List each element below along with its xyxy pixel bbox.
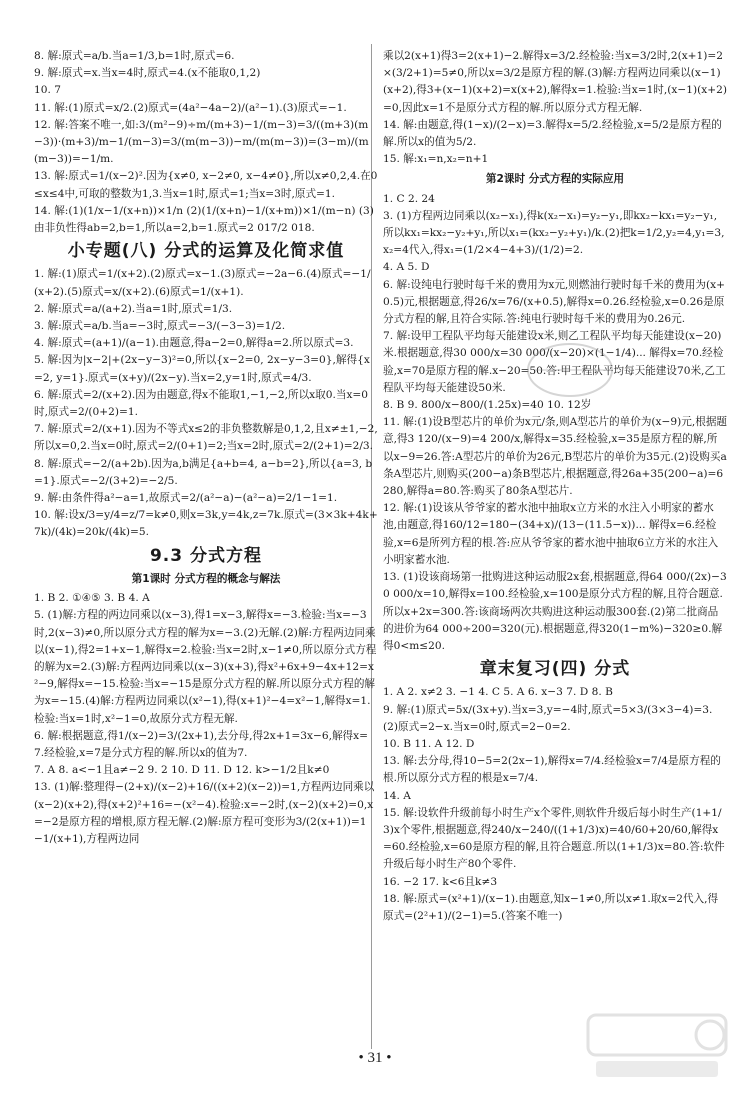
answer-item: 7. 解:原式=2/(x+1).因为不等式x≤2的非负整数解是0,1,2,且x≠±1,−2,所以x=0,2.当x=0时,原式=2/(0+1)=2;当x=2时,原式=2/(2+1)=2/3.	[34, 423, 378, 453]
answer-item: 6. 解:设纯电行驶时每千米的费用为x元,则燃油行驶时每千米的费用为(x+0.5)元,根据题意,得26/x=76/(x+0.5),解得x=0.26.经检验,x=0.26是原分式方程的解,且符合实际.答:纯电行驶时每千米的费用为0.26元.	[383, 278, 725, 326]
section-heading-9-3: 9.3 分式方程	[149, 545, 263, 566]
answer-item: 15. 解:x₁=n,x₂=n+1	[383, 153, 489, 166]
answer-item: 9. 解:由条件得a²−a=1,故原式=2/(a²−a)−(a²−a)=2/1−1=1.	[34, 492, 338, 505]
answer-item: 12. 解:答案不唯一,如:3/(m²−9)÷m/(m+3)−1/(m−3)=3/((m+3)(m−3))·(m+3)/m−1/(m−3)=3/(m(m−3))−m/(m(m−3))=(3−m)/(m(m−3))=−1/m.	[34, 118, 369, 166]
answer-item: 13. (1)解:整理得−(2+x)/(x−2)+16/((x+2)(x−2))=1,方程两边同乘以(x−2)(x+2),得(x+2)²+16=−(x²−4).检验:x=−2时,(x−2)(x+2)=0,x=−2是原方程的增根,原方程无解.(2)解:原方程可变形为3/(2(x+1))=1−1/(x+1),方程两边同	[34, 781, 375, 845]
answer-item: 7. 解:设甲工程队平均每天能建设x米,则乙工程队平均每天能建设(x−20)米.根据题意,得30 000/x=30 000/(x−20)×(1−1/4)... 解得x=70.经检验,x=70是原方程的解.x−20=50.答:甲工程队平均每天能建设70米,乙工程队平均每天能建设50米.	[383, 330, 726, 394]
answer-item: 11. 解:(1)设B型芯片的单价为x元/条,则A型芯片的单价为(x−9)元,根据题意,得3 120/(x−9)=4 200/x,解得x=35.经检验,x=35是原方程的解,所以x−9=26.答:A型芯片的单价为26元,B型芯片的单价为35元.(2)设购买a条A型芯片,则购买(200−a)条B型芯片,根据题意,得26a+35(200−a)=6 280,解得a=80.答:购买了80条A型芯片.	[383, 416, 728, 498]
answer-item: 1. A 2. x≠2 3. −1 4. C 5. A 6. x−3 7. D 8. B	[383, 686, 613, 699]
answer-item: 1. C 2. 24	[383, 192, 435, 205]
watermark-logo	[582, 1011, 732, 1083]
answer-item: 4. 解:原式=(a+1)/(a−1).由题意,得a−2=0,解得a=2.所以原式=3.	[34, 337, 354, 350]
answer-item: 6. 解:根据题意,得1/(x−2)=3/(2x+1),去分母,得2x+1=3x−6,解得x=7.经检验,x=7是分式方程的解.所以x的值为7.	[34, 729, 368, 759]
page-number: • 31 •	[358, 1050, 392, 1066]
right-column	[383, 48, 727, 925]
answer-item: 11. 解:(1)原式=x/2.(2)原式=(4a²−4a−2)/(a²−1).(3)原式=−1.	[34, 101, 347, 114]
answer-item: 4. A 5. D	[383, 261, 430, 274]
lesson-heading-1: 第1课时 分式方程的概念与解法	[131, 572, 281, 585]
answer-item: 8. B 9. 800/x−800/(1.25x)=40 10. 12岁	[383, 399, 592, 412]
answer-item: 5. (1)解:方程的两边同乘以(x−3),得1=x−3,解得x=−3.检验:当x=−3时,2(x−3)≠0,所以原分式方程的解为x=−3.(2)无解.(2)解:方程两边同乘以(x−1),得2=1+x−1,解得x=2.检验:当x=2时,x−1≠0,所以原分式方程的解为x=2.(3)解:方程两边同乘以(x−3)(x+3),得x²+6x+9−4x+12=x²−9,解得x=−15.检验:当x=−15是原分式方程的解.所以原分式方程的解为x=−15.(4)解:方程两边同乘以(x²−1),得(x+1)²−4=x²−1,解得x=1.检验:当x=1时,x²−1=0,故原分式方程无解.	[34, 609, 377, 725]
answer-list	[34, 590, 378, 848]
section-heading-special-topic: 小专题(八) 分式的运算及化简求值	[67, 241, 345, 262]
answer-item: 13. 解:去分母,得10−5=2(2x−1),解得x=7/4.经检验x=7/4是原方程的根.所以原分式方程的根是x=7/4.	[383, 755, 721, 785]
answer-item: 14. 解:(1)(1/x−1/(x+n))×1/n (2)(1/(x+n)−1/(x+m))×1/(m−n) (3)由非负性得ab=2,b=1,所以a=2,b=1.原式=2 017/2 018.	[34, 204, 374, 235]
answer-item: 15. 解:设软件升级前每小时生产x个零件,则软件升级后每小时生产(1+1/3)x个零件,根据题意,得240/x−240/((1+1/3)x)=40/60+20/60,解得x=60.经检验,x=60是原方程的解,且符合题意.所以(1+1/3)x=80.答:软件升级后每小时生产80个零件.	[383, 806, 725, 871]
answer-list	[383, 48, 727, 168]
answer-item: 6. 解:原式=2/(x+2).因为由题意,得x不能取1,−1,−2,所以x取0.当x=0时,原式=2/(0+2)=1.	[34, 388, 369, 419]
answer-item: 14. A	[383, 789, 411, 802]
answer-item: 16. −2 17. k<6且k≠3	[383, 875, 498, 888]
answer-list	[34, 48, 378, 237]
answer-item: 2. 解:原式=a/(a+2).当a=1时,原式=1/3.	[34, 302, 233, 315]
answer-item: 12. 解:(1)设该从爷爷家的蓄水池中抽取x立方米的水注入小明家的蓄水池,由题意,得160/12=180−(34+x)/(13−(11.5−x))... 解得x=6.经检验,x=6是所列方程的根.答:应从爷爷家的蓄水池中抽取6立方米的水注入小明家蓄水池.	[383, 502, 719, 566]
answer-item: 10. 7	[34, 84, 61, 97]
lesson-heading-2: 第2课时 分式方程的实际应用	[485, 173, 625, 186]
answer-item: 14. 解:由题意,得(1−x)/(2−x)=3.解得x=5/2.经检验,x=5/2是原方程的解.所以x的值为5/2.	[383, 118, 722, 149]
answer-item: 10. 解:设x/3=y/4=z/7=k≠0,则x=3k,y=4k,z=7k.原式=(3×3k+4k+7k)/(4k)=20k/(4k)=5.	[34, 509, 378, 539]
answer-item: 10. B 11. A 12. D	[383, 737, 475, 750]
answer-item: 乘以2(x+1)得3=2(x+1)−2.解得x=3/2.经检验:当x=3/2时,2(x+1)=2×(3/2+1)=5≠0,所以x=3/2是原方程的解.(3)解:方程两边同乘以(x−1)(x+2),得3+(x−1)(x+2)=x(x+2),解得x=1.检验:当x=1时,(x−1)(x+2)=0,因此x=1不是原分式方程的解.所以原分式方程无解.	[383, 50, 727, 114]
answer-item: 3. 解:原式=a/b.当a=−3时,原式=−3/(−3−3)=1/2.	[34, 320, 286, 333]
answer-list	[383, 684, 727, 925]
answer-list	[383, 191, 727, 655]
answer-item: 3. (1)方程两边同乘以(x₂−x₁),得k(x₂−x₁)=y₂−y₁,即kx₂−kx₁=y₂−y₁,所以kx₁=kx₂−y₂+y₁,所以x₁=(kx₂−y₂+y₁)/k.(2)把k=1/2,y₂=4,y₁=3,x₂=4代入,得x₁=(1/2×4−4+3)/(1/2)=2.	[383, 209, 725, 257]
section-heading-chapter-review: 章末复习(四) 分式	[479, 659, 631, 680]
answer-item: 18. 解:原式=(x²+1)/(x−1).由题意,知x−1≠0,所以x≠1.取x=2代入,得原式=(2²+1)/(2−1)=5.(答案不唯一)	[383, 892, 719, 922]
answer-item: 9. 解:(1)原式=5x/(3x+y).当x=3,y=−4时,原式=5×3/(3×3−4)=3.(2)原式=2−x.当x=0时,原式=2−0=2.	[383, 703, 713, 733]
answer-item: 8. 解:原式=−2/(a+2b).因为a,b满足{a+b=4, a−b=2},所以{a=3, b=1}.原式=−2/(3+2)=−2/5.	[34, 457, 373, 487]
answer-item: 7. A 8. a<−1且a≠−2 9. 2 10. D 11. D 12. k>−1/2且k≠0	[34, 764, 330, 777]
answer-item: 5. 解:因为|x−2|+(2x−y−3)²=0,所以{x−2=0, 2x−y−3=0},解得{x=2, y=1}.原式=(x+y)/(2x−y).当x=2,y=1时,原式=4/3.	[34, 354, 370, 384]
answer-item: 13. 解:原式=1/(x−2)².因为{x≠0, x−2≠0, x−4≠0},所以x≠0,2,4.在0≤x≤4中,可取的整数为1,3.当x=1时,原式=1;当x=3时,原式=1.	[34, 170, 378, 200]
answer-item: 13. (1)设该商场第一批购进这种运动服2x套,根据题意,得64 000/(2x)−30 000/x=10,解得x=100.经检验,x=100是原分式方程的解,且符合题意.所以x+2x=300.答:该商场两次共购进这种运动服300套.(2)第二批商品的进价为64 000÷200=320(元).根据题意,得320(1−m%)−320≥0.解得0<m≤20.	[383, 571, 727, 652]
faint-stamp-mark	[525, 340, 615, 400]
answer-item: 1. 解:(1)原式=1/(x+2).(2)原式=x−1.(3)原式=−2a−6.(4)原式=−1/(x+2).(5)原式=x/(x+2).(6)原式=1/(x+1).	[34, 268, 371, 298]
answer-list	[34, 266, 378, 541]
answer-item: 1. B 2. ①④⑤ 3. B 4. A	[34, 592, 150, 605]
answer-item: 9. 解:原式=x.当x=4时,原式=4.(x不能取0,1,2)	[34, 67, 261, 80]
left-column	[34, 48, 378, 848]
answer-item: 8. 解:原式=a/b.当a=1/3,b=1时,原式=6.	[34, 50, 235, 62]
